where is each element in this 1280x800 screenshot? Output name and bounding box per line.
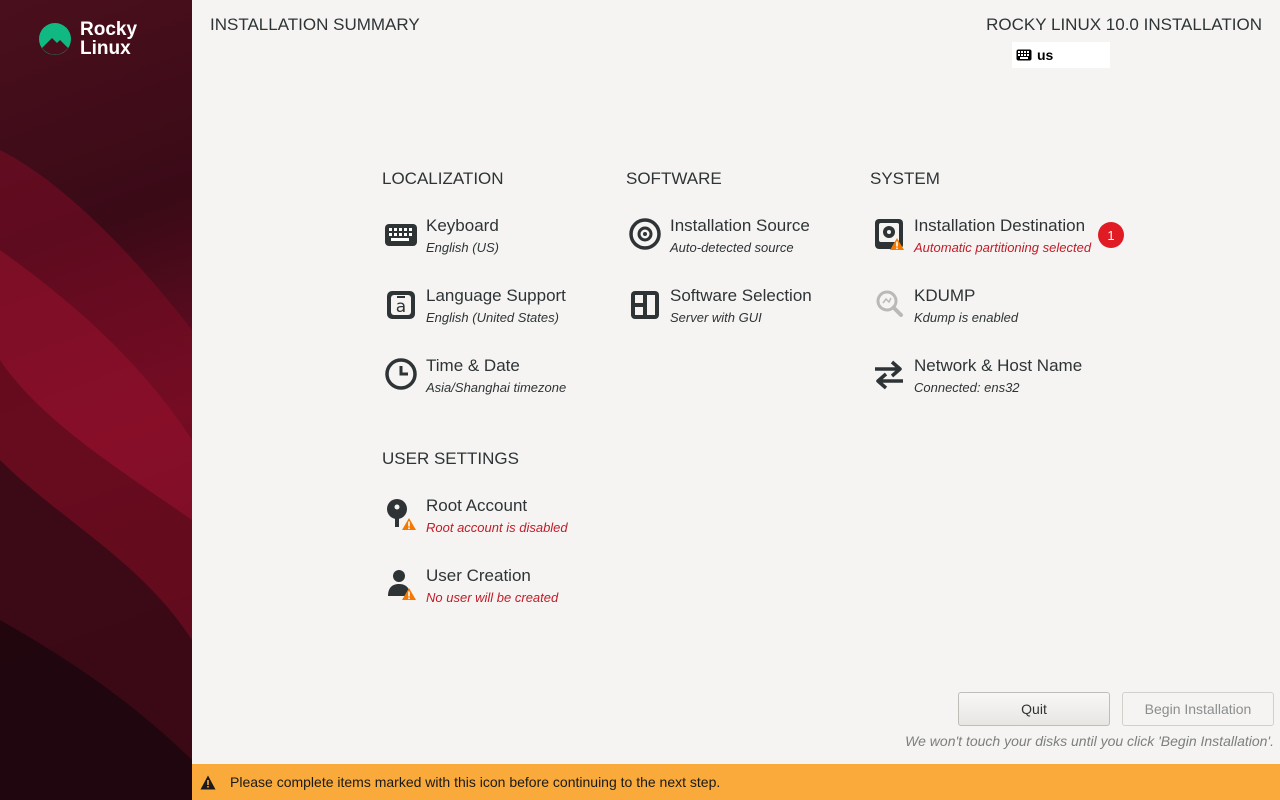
quit-button[interactable]: Quit <box>958 692 1110 726</box>
product-title: ROCKY LINUX 10.0 INSTALLATION <box>986 15 1262 34</box>
network-arrows-icon <box>870 358 906 394</box>
page-title: INSTALLATION SUMMARY <box>210 15 420 34</box>
spoke-keyboard[interactable] <box>382 216 612 266</box>
sidebar <box>0 0 192 800</box>
sidebar-background <box>0 0 192 800</box>
keyboard-small-icon <box>1016 49 1032 61</box>
spoke-status: Kdump is enabled <box>914 310 1019 325</box>
spoke-status: Server with GUI <box>670 310 762 325</box>
rocky-logo-icon <box>38 22 72 56</box>
begin-installation-button[interactable]: Begin Installation <box>1122 692 1274 726</box>
clock-icon <box>382 358 418 394</box>
spoke-name: Root Account <box>426 496 528 515</box>
spoke-kdump[interactable] <box>870 286 1100 336</box>
spoke-status: No user will be created <box>426 590 559 605</box>
spoke-status: Auto-detected source <box>670 240 794 255</box>
warning-icon <box>200 775 216 790</box>
spoke-name: Installation Destination <box>914 216 1086 235</box>
spoke-software-selection[interactable] <box>626 286 856 336</box>
spoke-installation-destination[interactable] <box>870 216 1100 266</box>
keyboard-icon <box>382 218 418 254</box>
disk-safety-note: We won't touch your disks until you click 'Begin Installation'. <box>905 733 1274 749</box>
search-icon <box>870 288 906 324</box>
spoke-name: Software Selection <box>670 286 812 305</box>
localization-heading: LOCALIZATION <box>382 169 504 188</box>
spoke-name: Keyboard <box>426 216 499 235</box>
warning-bar <box>192 764 1280 800</box>
spoke-time-date[interactable] <box>382 356 612 406</box>
keyboard-layout-label: us <box>1037 47 1054 63</box>
logo-line-1: Rocky <box>80 19 138 40</box>
spoke-root-account[interactable] <box>382 496 612 546</box>
spoke-status: Connected: ens32 <box>914 380 1020 395</box>
warning-bar-text: Please complete items marked with this icon before continuing to the next step. <box>230 774 721 790</box>
system-heading: SYSTEM <box>870 169 940 188</box>
spoke-installation-source[interactable] <box>626 216 856 266</box>
language-icon <box>382 288 418 324</box>
spoke-status: Asia/Shanghai timezone <box>426 380 567 395</box>
spoke-status: Root account is disabled <box>426 520 568 535</box>
disc-icon <box>626 218 662 254</box>
software-heading: SOFTWARE <box>626 169 722 188</box>
user-icon <box>382 568 418 604</box>
spoke-name: Language Support <box>426 286 566 305</box>
attention-badge: 1 <box>1098 222 1124 248</box>
spoke-status: English (United States) <box>426 310 559 325</box>
spoke-name: KDUMP <box>914 286 976 305</box>
logo-line-2: Linux <box>80 38 131 59</box>
spoke-name: User Creation <box>426 566 531 585</box>
spoke-name: Time & Date <box>426 356 520 375</box>
package-icon <box>626 288 662 324</box>
disk-icon <box>870 218 906 254</box>
spoke-name: Installation Source <box>670 216 810 235</box>
keyboard-layout-indicator[interactable] <box>1012 42 1110 68</box>
spoke-network-hostname[interactable] <box>870 356 1100 406</box>
spoke-status: Automatic partitioning selected <box>914 240 1092 255</box>
spoke-name: Network & Host Name <box>914 356 1083 375</box>
spoke-language-support[interactable] <box>382 286 612 336</box>
svg-text:a: a <box>395 297 407 317</box>
spoke-user-creation[interactable] <box>382 566 612 616</box>
rocky-logo <box>38 20 137 58</box>
spoke-status: English (US) <box>426 240 499 255</box>
root-icon <box>382 498 418 534</box>
user-settings-heading: USER SETTINGS <box>382 449 519 468</box>
